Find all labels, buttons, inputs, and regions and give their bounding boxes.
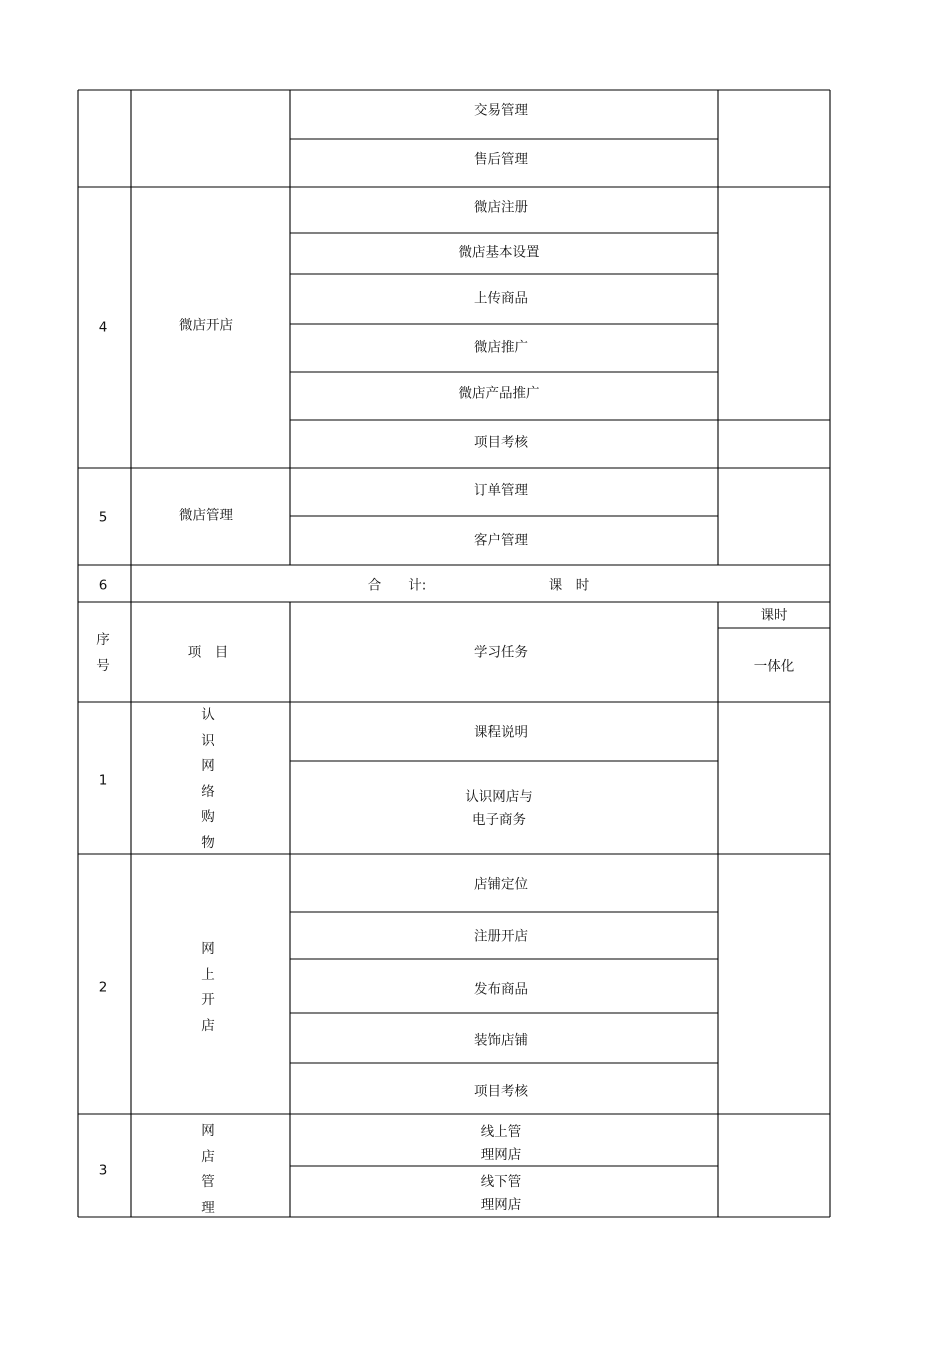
row-number: 3 <box>98 1162 108 1179</box>
task-cell: 微店产品推广 <box>458 385 540 402</box>
task-cell: 线上管 理网店 <box>480 1124 522 1163</box>
hours-label: 课 时 <box>548 577 590 594</box>
project-name: 微店开店 <box>179 317 233 334</box>
task-cell: 发布商品 <box>474 981 528 998</box>
task-cell: 装饰店铺 <box>474 1032 528 1049</box>
task-cell: 微店基本设置 <box>458 244 540 261</box>
task-cell: 订单管理 <box>474 482 528 499</box>
task-cell: 微店注册 <box>474 199 528 216</box>
row-number: 4 <box>98 319 108 336</box>
task-cell: 微店推广 <box>474 339 528 356</box>
project-name: 微店管理 <box>179 507 233 524</box>
task-cell: 上传商品 <box>474 290 528 307</box>
task-cell: 交易管理 <box>474 102 528 119</box>
row-number: 2 <box>98 979 108 996</box>
task-cell: 线下管 理网店 <box>480 1174 522 1213</box>
header-seq: 序 号 <box>96 632 110 674</box>
task-cell: 店铺定位 <box>474 876 528 893</box>
project-name: 网 店 管 理 <box>201 1123 215 1216</box>
project-name: 认 识 网 络 购 物 <box>201 707 215 851</box>
header-integrated: 一体化 <box>753 658 795 675</box>
row-number: 1 <box>98 772 108 789</box>
task-cell: 项目考核 <box>474 1083 528 1100</box>
header-hours: 课时 <box>760 607 788 624</box>
task-cell: 注册开店 <box>474 928 528 945</box>
task-cell: 客户管理 <box>474 532 528 549</box>
header-task: 学习任务 <box>474 644 528 661</box>
task-cell: 认识网店与 电子商务 <box>465 789 533 828</box>
row-number: 6 <box>98 577 108 594</box>
row-number: 5 <box>98 509 108 526</box>
header-project: 项 目 <box>187 644 229 661</box>
project-name: 网 上 开 店 <box>201 941 215 1034</box>
task-cell: 项目考核 <box>474 434 528 451</box>
task-cell: 课程说明 <box>474 724 528 741</box>
total-label: 合 计: <box>367 577 427 594</box>
task-cell: 售后管理 <box>474 151 528 168</box>
